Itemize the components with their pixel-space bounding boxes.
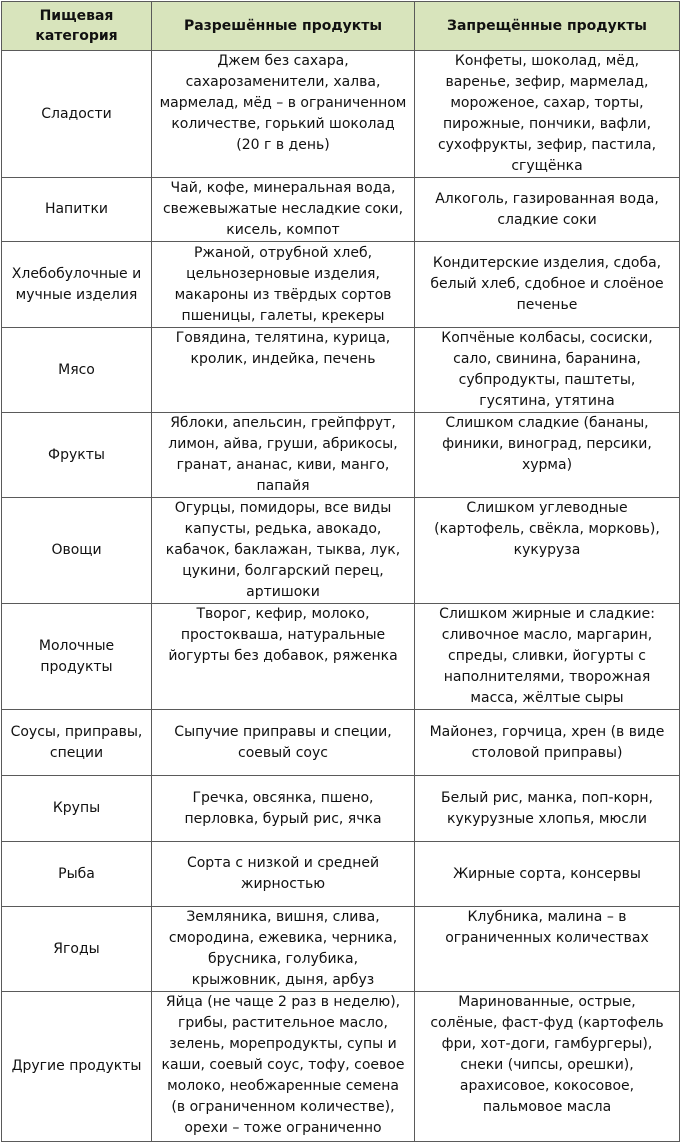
allowed-line: мармелад, мёд – в ограниченном [159,95,407,111]
allowed-line: (20 г в день) [236,137,330,153]
allowed-cell [152,776,415,842]
table-row [2,328,680,413]
category-cell: Ягоды [2,907,152,992]
table-row [2,498,680,604]
allowed-line: макароны из твёрдых сортов [174,286,392,303]
allowed-line: каши, соевый соус, тофу, соевое [161,1057,405,1073]
forbidden-line: Слишком углеводные [466,500,628,516]
category-cell: Напитки [2,178,152,242]
forbidden-line: спреды, сливки, йогурты с [448,648,646,664]
forbidden-line: Маринованные, острые, [458,994,636,1010]
forbidden-line: варенье, зефир, мармелад, [445,74,649,90]
forbidden-line: пирожные, пончики, вафли, [442,116,652,132]
forbidden-line: Клубника, малина – в [467,909,627,925]
forbidden-line: сгущёнка [511,158,583,174]
forbidden-line: хурма) [521,457,573,473]
forbidden-line: финики, виноград, персики, [442,436,652,452]
allowed-line: сахарозаменители, халва, [185,74,381,90]
allowed-cell [152,498,415,604]
category-cell: Сладости [2,51,152,178]
header-row [2,2,680,51]
forbidden-line: гусятина, утятина [479,393,615,409]
allowed-cell [152,51,415,178]
forbidden-line: снеки (чипсы, орешки), [460,1057,634,1073]
table-row [2,992,680,1142]
forbidden-line: Слишком сладкие (бананы, [445,415,649,431]
allowed-line: цельнозерновые изделия, [186,265,380,282]
forbidden-cell [415,907,680,992]
table-row [2,413,680,498]
table-row [2,242,680,328]
allowed-line: Ржаной, отрубной хлеб, [193,244,373,261]
allowed-line: орехи – тоже ограниченно [184,1120,382,1136]
allowed-line: капусты, редька, авокадо, [184,521,382,537]
forbidden-line: фри, хот-доги, гамбургеры), [441,1036,653,1052]
allowed-cell [152,907,415,992]
forbidden-line: наполнителями, творожная [443,669,651,685]
allowed-line: крыжовник, дыня, арбуз [191,972,375,988]
forbidden-line: белый хлеб, сдобное и слоёное [430,276,664,292]
table-row [2,907,680,992]
forbidden-line: Слишком жирные и сладкие: [439,606,655,622]
allowed-cell [152,328,415,413]
forbidden-line: Кондитерские изделия, сдоба, [432,255,662,271]
allowed-line: простокваша, натуральные [180,627,386,643]
forbidden-cell [415,51,680,178]
table-row [2,710,680,776]
forbidden-line: Белый рис, манка, поп-корн, [440,789,654,806]
forbidden-line: Конфеты, шоколад, мёд, [454,53,640,69]
forbidden-cell [415,710,680,776]
forbidden-line: масса, жёлтые сыры [470,690,624,706]
allowed-line: Гречка, овсянка, пшено, [192,789,374,806]
forbidden-line: печенье [516,297,578,313]
table-row [2,178,680,242]
table-row [2,842,680,907]
allowed-cell [152,842,415,907]
forbidden-cell [415,842,680,907]
forbidden-line: сливочное масло, маргарин, [441,627,653,643]
allowed-line: зелень, морепродукты, супы и [169,1036,397,1052]
category-cell: Рыба [2,842,152,907]
allowed-line: цукини, болгарский перец, [182,563,384,579]
category-cell: Другие продукты [2,992,152,1142]
allowed-line: количестве, горький шоколад [171,116,395,132]
table-row [2,604,680,710]
forbidden-cell [415,498,680,604]
allowed-line: кабачок, баклажан, тыква, лук, [165,542,401,558]
allowed-cell [152,710,415,776]
category-cell: Соусы, приправы, специи [2,710,152,776]
header-forbidden: Запрещённые продукты [415,2,680,51]
table-row [2,776,680,842]
forbidden-cell [415,178,680,242]
allowed-cell [152,604,415,710]
forbidden-line: (картофель, свёкла, морковь), [434,521,660,537]
allowed-cell [152,178,415,242]
forbidden-line: Копчёные колбасы, сосиски, [441,330,653,346]
allowed-line: Творог, кефир, молоко, [196,606,370,622]
forbidden-line: Жирные сорта, консервы [453,865,641,882]
forbidden-cell [415,776,680,842]
allowed-line: лимон, айва, груши, абрикосы, [168,436,398,452]
allowed-line: (в ограниченном количестве), [171,1099,395,1115]
allowed-cell [152,992,415,1142]
allowed-line: свежевыжатые несладкие соки, [162,201,404,217]
allowed-line: соевый соус [238,744,328,761]
forbidden-cell [415,413,680,498]
allowed-line: йогурты без добавок, ряженка [168,648,398,664]
allowed-line: Яблоки, апельсин, грейпфрут, [170,415,396,431]
forbidden-cell [415,992,680,1142]
forbidden-cell [415,604,680,710]
forbidden-line: сало, свинина, баранина, [453,351,641,367]
forbidden-line: кукурузные хлопья, мюсли [447,810,647,827]
allowed-line: кролик, индейка, печень [190,351,376,367]
forbidden-line: мороженое, сахар, торты, [450,95,644,111]
forbidden-line: солёные, фаст-фуд (картофель [430,1015,664,1031]
forbidden-line: Алкоголь, газированная вода, [435,190,659,207]
forbidden-line: Майонез, горчица, хрен (в виде [429,723,665,740]
allowed-line: пшеницы, галеты, крекеры [181,307,385,324]
forbidden-line: субпродукты, паштеты, [458,372,636,388]
allowed-line: Чай, кофе, минеральная вода, [170,180,396,196]
allowed-line: Земляника, вишня, слива, [186,909,380,925]
allowed-line: Говядина, телятина, курица, [175,330,391,346]
allowed-line: Яйца (не чаще 2 раз в неделю), [165,994,401,1010]
category-cell: Овощи [2,498,152,604]
allowed-line: артишоки [246,584,320,600]
forbidden-line: кукуруза [513,542,581,558]
allowed-line: папайя [256,478,310,494]
forbidden-cell [415,242,680,328]
category-cell: Мясо [2,328,152,413]
category-cell: Крупы [2,776,152,842]
allowed-line: кисель, компот [226,222,340,238]
allowed-line: Огурцы, помидоры, все виды [174,500,392,516]
allowed-line: жирностью [240,876,326,892]
allowed-line: перловка, бурый рис, ячка [184,810,382,827]
forbidden-line: арахисовое, кокосовое, [459,1078,635,1094]
allowed-line: смородина, ежевика, черника, [168,930,398,946]
forbidden-line: сухофрукты, зефир, пастила, [437,137,657,153]
forbidden-cell [415,328,680,413]
allowed-line: брусника, голубика, [207,951,359,967]
allowed-line: Сорта с низкой и средней [186,855,380,871]
allowed-line: Джем без сахара, [217,53,349,69]
category-cell: Фрукты [2,413,152,498]
allowed-line: молоко, необжаренные семена [167,1078,399,1094]
allowed-line: грибы, растительное масло, [178,1015,388,1031]
forbidden-line: ограниченных количествах [445,930,649,946]
allowed-cell [152,242,415,328]
header-category: Пищевая категория [2,2,152,51]
food-table [1,1,680,1142]
category-cell: Хлебобулочные и мучные изделия [2,242,152,328]
header-allowed: Разрешённые продукты [152,2,415,51]
allowed-cell [152,413,415,498]
allowed-line: гранат, ананас, киви, манго, [176,457,390,473]
forbidden-line: столовой приправы) [471,744,623,761]
forbidden-line: сладкие соки [497,211,597,228]
forbidden-line: пальмовое масла [482,1099,612,1115]
allowed-line: Сыпучие приправы и специи, [174,723,392,740]
table-row [2,51,680,178]
category-cell: Молочные продукты [2,604,152,710]
